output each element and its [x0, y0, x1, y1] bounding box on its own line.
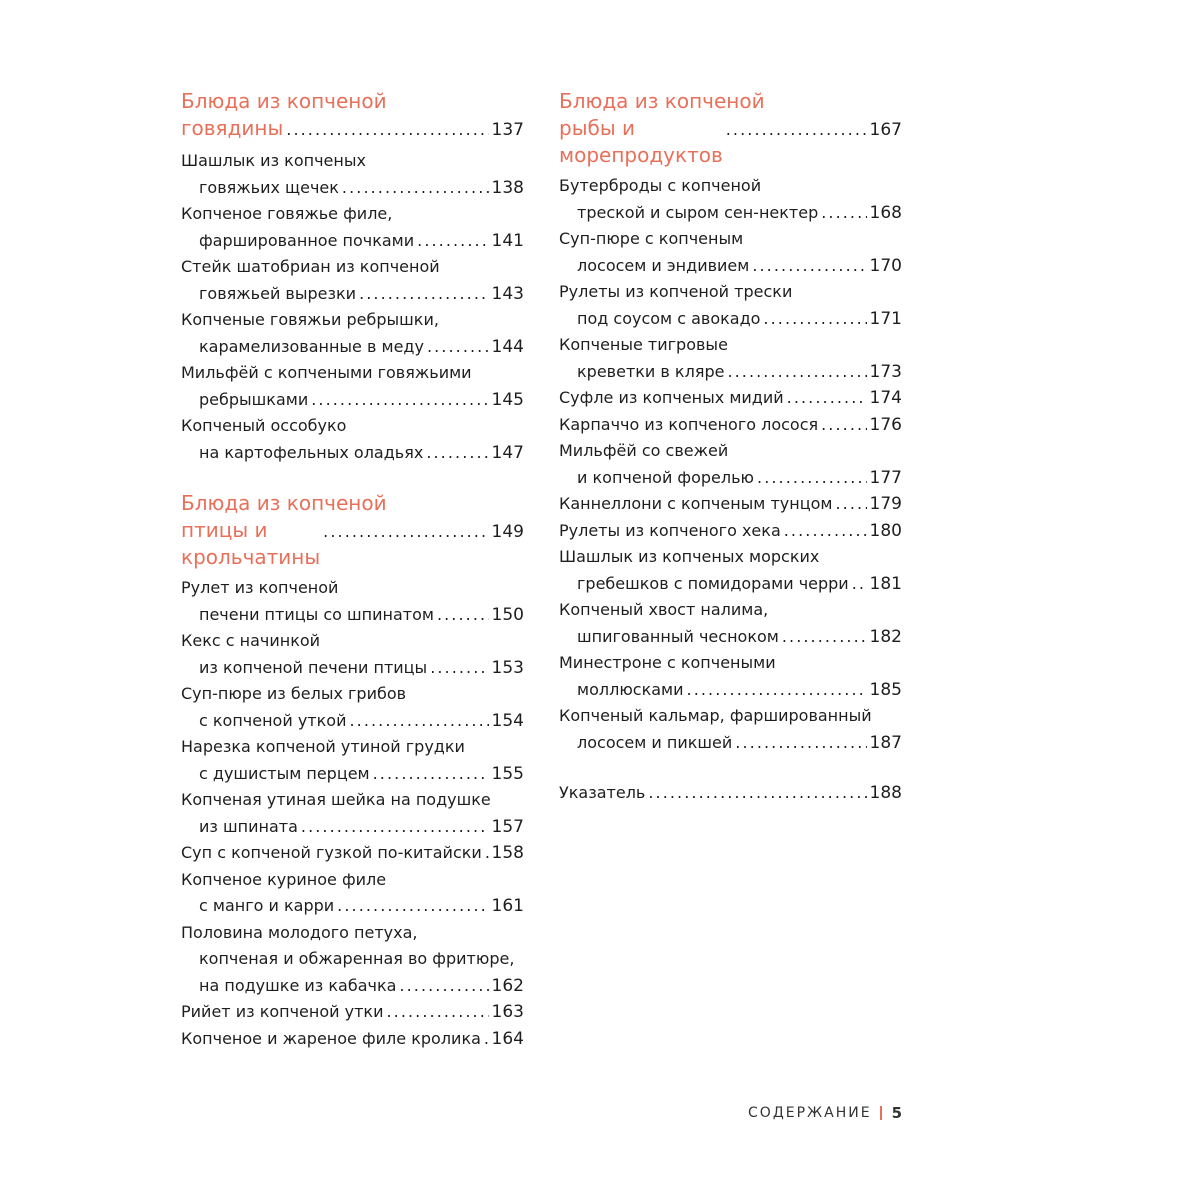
- entry-title-last-line: [181, 334, 524, 361]
- entry-title-last-line: [181, 228, 524, 255]
- entry-title-text: Суфле из копченых мидий: [559, 388, 784, 407]
- entry-title-line: копченая и обжаренная во фритюре,: [199, 949, 515, 968]
- toc-entry[interactable]: [181, 734, 524, 787]
- leader-dots: [342, 175, 489, 202]
- leader-dots: [852, 571, 867, 598]
- entry-title-line: Шашлык из копченых морских: [559, 547, 820, 566]
- section-page-number: 167: [869, 120, 902, 140]
- entry-title-line: Нарезка копченой утиной грудки: [181, 737, 465, 756]
- leader-dots: [311, 387, 488, 414]
- section-heading[interactable]: [559, 88, 902, 169]
- leader-dots: [648, 780, 866, 807]
- entry-title-line: Половина молодого петуха,: [181, 922, 418, 942]
- entry-title-text: говяжьих щечек: [199, 177, 339, 197]
- entry-title-line: Шашлык из копченых: [181, 151, 366, 170]
- leader-dots: [787, 385, 867, 412]
- leader-dots: [286, 116, 488, 143]
- entry-title-last-line: [181, 999, 524, 1026]
- entry-title-text: Каннеллони с копченым тунцом: [559, 494, 833, 513]
- entry-page-number: 141: [491, 230, 524, 251]
- index-label: Указатель: [559, 783, 646, 802]
- leader-dots: [337, 893, 488, 920]
- leader-dots: [687, 677, 867, 704]
- toc-entry[interactable]: [559, 703, 902, 756]
- toc-entry[interactable]: [181, 840, 524, 867]
- toc-entry[interactable]: [181, 254, 524, 307]
- section-title-text: говядины: [181, 116, 284, 140]
- entry-title-line: Мильфёй с копчеными говяжьими: [181, 363, 472, 382]
- entry-title-last-line: [559, 677, 902, 704]
- entry-page-number: 144: [491, 336, 524, 357]
- toc-entry-index[interactable]: [559, 780, 902, 807]
- entry-title-text: Карпаччо из копченого лосося: [559, 414, 819, 434]
- entry-title-line: Рулет из копченой: [181, 578, 339, 597]
- entry-title-line: Мильфёй со свежей: [559, 441, 729, 460]
- toc-entry[interactable]: [559, 173, 902, 226]
- entry-page-number: 147: [491, 442, 524, 463]
- leader-dots: [835, 491, 866, 518]
- toc-entry[interactable]: [181, 920, 524, 1000]
- section-page-number: 149: [491, 522, 524, 542]
- leader-dots: [323, 518, 488, 545]
- section-heading[interactable]: [181, 88, 524, 144]
- entry-title-line: Суп-пюре из белых грибов: [181, 684, 407, 703]
- entry-title-last-line: [181, 708, 524, 735]
- toc-entry[interactable]: [181, 360, 524, 413]
- section-gap: [559, 756, 902, 780]
- section-title-line: Блюда из копченой: [181, 89, 387, 113]
- entry-title-last-line: [181, 387, 524, 414]
- toc-entry[interactable]: [559, 650, 902, 703]
- entry-page-number: 185: [869, 679, 902, 700]
- entry-page-number: 163: [491, 1002, 524, 1022]
- toc-entry[interactable]: [559, 412, 902, 439]
- entry-page-number: 153: [491, 657, 524, 678]
- toc-column-left: [181, 88, 524, 1052]
- entry-page-number: 158: [491, 843, 524, 863]
- entry-title-last-line: [181, 840, 524, 867]
- entry-title-text: карамелизованные в меду: [199, 336, 424, 356]
- entry-page-number: 155: [491, 763, 524, 784]
- entry-title-last-line: [559, 306, 902, 333]
- entry-title-text: треской и сыром сен-нектер: [577, 202, 819, 222]
- leader-dots: [485, 840, 489, 867]
- leader-dots: [727, 359, 866, 386]
- entry-title-text: и копченой форелью: [577, 467, 755, 487]
- entry-title-text: с манго и карри: [199, 896, 335, 915]
- entry-title-last-line: [181, 893, 524, 920]
- leader-dots: [417, 228, 488, 255]
- leader-dots: [821, 412, 866, 439]
- entry-page-number: 150: [491, 604, 524, 625]
- footer-page-number: 5: [891, 1104, 902, 1122]
- entry-page-number: 176: [869, 414, 902, 435]
- entry-page-number: 145: [491, 389, 524, 410]
- page-footer: [748, 1104, 902, 1122]
- entry-title-text: гребешков с помидорами черри: [577, 573, 849, 593]
- entry-page-number: 143: [491, 283, 524, 304]
- leader-dots: [784, 518, 867, 545]
- entry-title-last-line: [559, 730, 902, 757]
- entry-title-last-line: [559, 571, 902, 598]
- entry-title-line: Кекс с начинкой: [181, 631, 321, 650]
- leader-dots: [782, 624, 867, 651]
- leader-dots: [735, 730, 866, 757]
- entry-title-last-line: [559, 385, 902, 412]
- entry-title-text: Копченое и жареное филе кролика: [181, 1028, 481, 1048]
- toc-entry[interactable]: [181, 148, 524, 201]
- entry-title-text: с копченой уткой: [199, 710, 347, 730]
- entry-title-last-line: [181, 814, 524, 841]
- leader-dots: [301, 814, 489, 841]
- entry-page-number: 174: [869, 388, 902, 408]
- toc-entry[interactable]: [181, 307, 524, 360]
- toc-entry[interactable]: [559, 438, 902, 491]
- leader-dots: [430, 655, 488, 682]
- toc-entry[interactable]: [181, 787, 524, 840]
- entry-page-number: 187: [869, 732, 902, 753]
- leader-dots: [349, 708, 488, 735]
- entry-title-line: Бутерброды с копченой: [559, 176, 762, 195]
- entry-title-line: Копченая утиная шейка на подушке: [181, 790, 491, 809]
- entry-title-last-line: [559, 412, 902, 439]
- toc-entry[interactable]: [181, 201, 524, 254]
- entry-page-number: 181: [869, 573, 902, 594]
- section-title-line: Блюда из копченой: [559, 89, 765, 113]
- entry-title-text: на картофельных оладьях: [199, 442, 424, 462]
- entry-page-number: 170: [869, 255, 902, 276]
- entry-title-text: ребрышками: [199, 389, 309, 409]
- section-heading[interactable]: [181, 490, 524, 571]
- entry-title-text: говяжьей вырезки: [199, 283, 357, 303]
- leader-dots: [359, 281, 488, 308]
- entry-title-text: Рулеты из копченого хека: [559, 520, 781, 540]
- section-title-text: птицы и крольчатины: [181, 518, 321, 569]
- entry-page-number: 138: [491, 177, 524, 198]
- toc-entry[interactable]: [559, 226, 902, 279]
- entry-title-line: Рулеты из копченой трески: [559, 282, 793, 301]
- entry-title-text: с душистым перцем: [199, 763, 370, 783]
- entry-title-line: Копченый оссобуко: [181, 416, 347, 435]
- entry-page-number: 164: [491, 1028, 524, 1049]
- entry-title-text: на подушке из кабачка: [199, 975, 397, 995]
- toc-entry[interactable]: [559, 597, 902, 650]
- toc-entry[interactable]: [181, 575, 524, 628]
- index-page-number: 188: [869, 783, 902, 803]
- entry-title-last-line: [181, 175, 524, 202]
- entry-title-text: лососем и эндивием: [577, 255, 750, 275]
- leader-dots: [726, 116, 867, 143]
- entry-page-number: 180: [869, 520, 902, 541]
- entry-title-last-line: [559, 465, 902, 492]
- entry-page-number: 177: [869, 467, 902, 488]
- entry-page-number: 182: [869, 626, 902, 647]
- entry-page-number: 171: [869, 308, 902, 329]
- toc-entry[interactable]: [559, 544, 902, 597]
- entry-title-line: Копченый кальмар, фаршированный: [559, 706, 872, 725]
- entry-page-number: 162: [491, 975, 524, 996]
- leader-dots: [373, 761, 489, 788]
- entry-title-last-line: [181, 602, 524, 629]
- leader-dots: [757, 465, 867, 492]
- entry-title-line: Суп-пюре с копченым: [559, 229, 744, 248]
- entry-title-text: Суп с копченой гузкой по-китайски: [181, 843, 482, 862]
- entry-page-number: 157: [491, 816, 524, 837]
- entry-page-number: 179: [869, 494, 902, 514]
- entry-page-number: 161: [491, 896, 524, 916]
- entry-title-text: Рийет из копченой утки: [181, 1002, 384, 1021]
- entry-title-line: Копченое говяжье филе,: [181, 204, 393, 223]
- entry-page-number: 173: [869, 361, 902, 382]
- toc-entry[interactable]: [181, 1026, 524, 1053]
- section-gap: [181, 466, 524, 490]
- toc-entry[interactable]: [181, 681, 524, 734]
- section-title-line: Блюда из копченой: [181, 491, 387, 515]
- section-title-last-line: [181, 517, 524, 571]
- entry-title-line: Минестроне с копчеными: [559, 653, 776, 672]
- entry-title-last-line: [181, 761, 524, 788]
- leader-dots: [386, 999, 488, 1026]
- entry-page-number: 168: [869, 202, 902, 223]
- entry-title-last-line: [559, 780, 902, 807]
- entry-title-text: фаршированное почками: [199, 230, 415, 250]
- entry-title-line: Копченые тигровые: [559, 335, 728, 354]
- leader-dots: [427, 334, 489, 361]
- section-title-last-line: [559, 115, 902, 169]
- entry-title-last-line: [559, 491, 902, 518]
- leader-dots: [426, 440, 488, 467]
- entry-title-text: печени птицы со шпинатом: [199, 604, 434, 624]
- toc-entry[interactable]: [559, 332, 902, 385]
- toc-entry[interactable]: [559, 491, 902, 518]
- entry-title-last-line: [559, 518, 902, 545]
- footer-section-label: СОДЕРЖАНИЕ: [748, 1105, 872, 1121]
- entry-title-text: из шпината: [199, 816, 298, 836]
- section-page-number: 137: [491, 120, 524, 140]
- toc-entry[interactable]: [559, 279, 902, 332]
- toc-entry[interactable]: [181, 867, 524, 920]
- entry-title-text: из копченой печени птицы: [199, 657, 428, 677]
- toc-entry[interactable]: [559, 385, 902, 412]
- entry-title-last-line: [181, 281, 524, 308]
- leader-dots: [437, 602, 489, 629]
- entry-title-line: Стейк шатобриан из копченой: [181, 257, 440, 276]
- section-title-last-line: [181, 115, 524, 144]
- entry-page-number: 154: [491, 710, 524, 731]
- entry-title-line: Копченое куриное филе: [181, 869, 387, 889]
- leader-dots: [484, 1026, 489, 1053]
- toc-entry[interactable]: [181, 999, 524, 1026]
- entry-title-last-line: [559, 624, 902, 651]
- toc-entry[interactable]: [181, 413, 524, 466]
- toc-entry[interactable]: [559, 518, 902, 545]
- entry-title-text: шпигованный чесноком: [577, 626, 779, 646]
- entry-title-text: под соусом с авокадо: [577, 308, 761, 328]
- toc-entry[interactable]: [181, 628, 524, 681]
- entry-title-text: моллюсками: [577, 679, 684, 699]
- entry-title-line: Копченые говяжьи ребрышки,: [181, 310, 439, 329]
- entry-title-last-line: [559, 200, 902, 227]
- entry-title-last-line: [181, 655, 524, 682]
- toc-column-right: [559, 88, 902, 807]
- entry-title-last-line: [559, 359, 902, 386]
- entry-title-line: Копченый хвост налима,: [559, 600, 769, 619]
- entry-title-last-line: [181, 973, 524, 1000]
- entry-title-last-line: [181, 440, 524, 467]
- footer-divider: [880, 1106, 882, 1120]
- leader-dots: [821, 200, 866, 227]
- leader-dots: [752, 253, 866, 280]
- leader-dots: [763, 306, 866, 333]
- section-title-text: рыбы и морепродуктов: [559, 116, 723, 167]
- leader-dots: [399, 973, 488, 1000]
- entry-title-last-line: [559, 253, 902, 280]
- entry-title-text: лососем и пикшей: [577, 732, 733, 752]
- entry-title-text: креветки в кляре: [577, 361, 725, 381]
- entry-title-last-line: [181, 1026, 524, 1053]
